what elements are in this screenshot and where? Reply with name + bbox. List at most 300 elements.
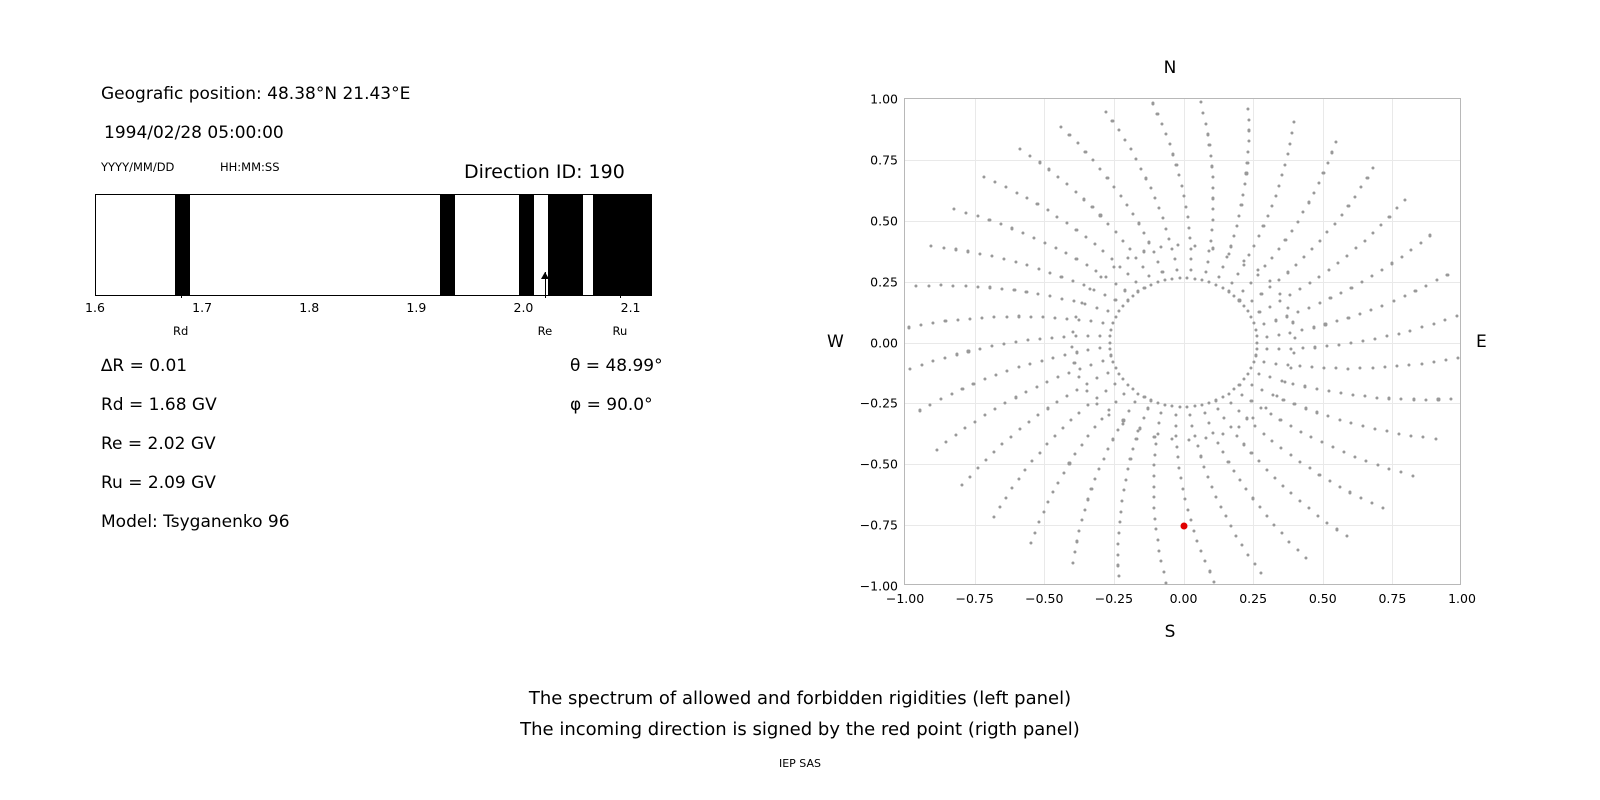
direction-dot <box>932 322 935 325</box>
forbidden-band <box>593 195 652 295</box>
direction-dot <box>1326 521 1329 524</box>
rd-value: Rd = 1.68 GV <box>101 395 217 415</box>
direction-dot <box>914 284 917 287</box>
direction-dot <box>1262 224 1265 227</box>
direction-dot <box>1421 326 1424 329</box>
direction-dot <box>1247 150 1250 153</box>
direction-dot <box>1026 197 1029 200</box>
direction-dot <box>1315 411 1318 414</box>
direction-dot <box>1204 271 1207 274</box>
direction-dot <box>1031 460 1034 463</box>
direction-dot <box>1063 353 1066 356</box>
datetime-label: 1994/02/28 05:00:00 <box>104 123 284 143</box>
direction-dot <box>964 284 967 287</box>
x-tick-label: −0.25 <box>1094 591 1134 606</box>
direction-dot <box>1096 377 1099 380</box>
direction-dot <box>1188 438 1191 441</box>
direction-dot <box>1296 220 1299 223</box>
direction-dot <box>1029 315 1032 318</box>
direction-dot <box>983 175 986 178</box>
direction-dot <box>968 475 971 478</box>
direction-dot <box>984 458 987 461</box>
direction-dot <box>1037 292 1040 295</box>
direction-dot <box>1327 415 1330 418</box>
direction-dot <box>1089 288 1092 291</box>
direction-dot <box>1245 488 1248 491</box>
direction-dot <box>1038 451 1041 454</box>
direction-dot <box>1117 372 1120 375</box>
rigidity-tick-label: 1.6 <box>85 300 105 315</box>
x-tick-label: −1.00 <box>885 591 925 606</box>
direction-dot <box>1107 222 1110 225</box>
direction-dot <box>1236 434 1239 437</box>
direction-dot <box>1381 304 1384 307</box>
direction-dot <box>1078 376 1081 379</box>
direction-dot <box>1249 282 1252 285</box>
direction-dot <box>1010 487 1013 490</box>
direction-dot <box>1061 426 1064 429</box>
direction-dot <box>1068 371 1071 374</box>
direction-dot <box>1209 154 1212 157</box>
direction-dot <box>983 378 986 381</box>
direction-dot <box>1206 133 1209 136</box>
direction-dot <box>1107 448 1110 451</box>
direction-dot <box>1277 348 1280 351</box>
direction-dot <box>1082 284 1085 287</box>
direction-dot <box>1290 131 1293 134</box>
direction-dot <box>1035 385 1038 388</box>
direction-dot <box>961 484 964 487</box>
direction-dot <box>993 407 996 410</box>
direction-dot <box>1066 183 1069 186</box>
direction-dot <box>1101 359 1104 362</box>
direction-dot <box>1243 378 1246 381</box>
direction-dot <box>1014 260 1017 263</box>
re-value: Re = 2.02 GV <box>101 434 216 454</box>
direction-dot <box>1009 435 1012 438</box>
direction-dot <box>1229 245 1232 248</box>
direction-dot <box>1322 171 1325 174</box>
direction-dot <box>1149 187 1152 190</box>
direction-dot <box>1074 551 1077 554</box>
direction-dot <box>1310 435 1313 438</box>
direction-dot <box>1142 417 1145 420</box>
direction-dot <box>1179 477 1182 480</box>
direction-dot <box>1282 398 1285 401</box>
direction-dot <box>1241 544 1244 547</box>
direction-dot <box>967 250 970 253</box>
direction-dot <box>1149 399 1152 402</box>
direction-dot <box>1455 314 1458 317</box>
direction-dot <box>1128 410 1131 413</box>
direction-dot <box>1076 142 1079 145</box>
direction-dot <box>1286 306 1289 309</box>
direction-dot <box>1178 466 1181 469</box>
direction-dot <box>1113 185 1116 188</box>
direction-dot <box>1158 207 1161 210</box>
direction-dot <box>1336 261 1339 264</box>
x-tick-label: 0.00 <box>1169 591 1198 606</box>
direction-dot <box>1052 356 1055 359</box>
direction-dot <box>1238 214 1241 217</box>
direction-dot <box>945 441 948 444</box>
direction-dot <box>1212 208 1215 211</box>
direction-dot <box>1199 550 1202 553</box>
direction-dot <box>1117 575 1120 578</box>
direction-dot <box>1142 250 1145 253</box>
direction-dot <box>954 248 957 251</box>
direction-dot <box>1123 138 1126 141</box>
direction-dot <box>1317 181 1320 184</box>
direction-dot <box>1090 320 1093 323</box>
direction-dot <box>1049 295 1052 298</box>
direction-dot <box>1152 496 1155 499</box>
direction-dot <box>1397 432 1400 435</box>
direction-dot <box>1074 190 1077 193</box>
direction-dot <box>1269 286 1272 289</box>
direction-dot <box>1113 382 1116 385</box>
direction-dot <box>1001 443 1004 446</box>
direction-dot <box>1370 502 1373 505</box>
direction-dot <box>1349 342 1352 345</box>
direction-dot <box>1212 197 1215 200</box>
direction-dot <box>1186 216 1189 219</box>
x-tick-label: −0.75 <box>955 591 994 606</box>
direction-dot <box>1106 310 1109 313</box>
direction-dot <box>1347 367 1350 370</box>
direction-dot <box>1196 539 1199 542</box>
direction-dot <box>1078 529 1081 532</box>
direction-dot <box>1090 363 1093 366</box>
direction-dot <box>1171 247 1174 250</box>
direction-dot <box>1210 229 1213 232</box>
direction-dot <box>1360 186 1363 189</box>
direction-dot <box>1175 268 1178 271</box>
direction-dot <box>1005 315 1008 318</box>
direction-dot <box>1001 287 1004 290</box>
direction-dot <box>1121 304 1124 307</box>
direction-dot <box>1308 282 1311 285</box>
direction-dot <box>1034 531 1037 534</box>
direction-dot <box>1410 248 1413 251</box>
direction-dot <box>1155 443 1158 446</box>
direction-dot <box>976 215 979 218</box>
direction-dot <box>1203 465 1206 468</box>
direction-dot <box>1161 270 1164 273</box>
direction-dot <box>1190 268 1193 271</box>
direction-dot <box>1335 367 1338 370</box>
direction-dot <box>1119 510 1122 513</box>
direction-dot <box>1271 393 1274 396</box>
direction-dot <box>1044 241 1047 244</box>
direction-dot <box>1274 319 1277 322</box>
direction-dot <box>1095 396 1098 399</box>
direction-dot <box>1271 256 1274 259</box>
direction-dot <box>1242 263 1245 266</box>
direction-dot <box>1117 542 1120 545</box>
direction-dot <box>1210 165 1213 168</box>
direction-dot <box>1385 430 1388 433</box>
direction-dot <box>1191 424 1194 427</box>
direction-dot <box>1243 183 1246 186</box>
direction-dot <box>981 316 984 319</box>
direction-dot <box>1017 478 1020 481</box>
direction-dot <box>1289 331 1292 334</box>
direction-dot <box>1046 443 1049 446</box>
direction-dot <box>1257 234 1260 237</box>
direction-dot <box>1403 295 1406 298</box>
direction-dot <box>1046 380 1049 383</box>
direction-dot <box>1135 281 1138 284</box>
direction-dot <box>1154 197 1157 200</box>
direction-dot <box>1221 286 1224 289</box>
direction-dot <box>1053 435 1056 438</box>
direction-dot <box>1350 421 1353 424</box>
direction-dot <box>1192 529 1195 532</box>
direction-dot <box>1255 334 1258 337</box>
direction-dot <box>1432 360 1435 363</box>
direction-dot <box>1080 519 1083 522</box>
direction-dot <box>1178 174 1181 177</box>
direction-dot <box>1243 443 1246 446</box>
direction-dot <box>1385 335 1388 338</box>
direction-dot <box>1263 323 1266 326</box>
direction-dot <box>1049 271 1052 274</box>
direction-dot <box>1140 167 1143 170</box>
direction-dot <box>950 392 953 395</box>
direction-dot <box>1214 399 1217 402</box>
phi-value: φ = 90.0° <box>570 395 653 415</box>
y-tick-label: 0.75 <box>870 152 898 168</box>
direction-dot <box>1444 358 1447 361</box>
direction-dot <box>1090 488 1093 491</box>
cardinal-north-label: N <box>1163 58 1177 78</box>
gridline-horizontal <box>905 160 1460 161</box>
direction-dot <box>1277 184 1280 187</box>
direction-dot <box>1346 254 1349 257</box>
direction-dot <box>1363 395 1366 398</box>
direction-dot <box>1432 322 1435 325</box>
direction-dot <box>1281 174 1284 177</box>
direction-dot <box>1085 382 1088 385</box>
cardinal-east-label: E <box>1476 332 1487 352</box>
y-tick-label: −0.75 <box>859 517 898 533</box>
direction-dot <box>1028 154 1031 157</box>
direction-dot <box>1086 404 1089 407</box>
direction-dot <box>991 255 994 258</box>
direction-dot <box>1065 252 1068 255</box>
direction-dot <box>1151 102 1154 105</box>
direction-dot <box>1269 412 1272 415</box>
direction-dot <box>1060 275 1063 278</box>
direction-dot <box>1366 176 1369 179</box>
direction-dot <box>1428 234 1431 237</box>
direction-dot <box>1137 290 1140 293</box>
direction-dot <box>1217 407 1220 410</box>
x-tick-label: 0.75 <box>1378 591 1407 606</box>
direction-dot <box>909 368 912 371</box>
direction-dot <box>1425 284 1428 287</box>
rigidity-marker-label: Re <box>537 324 553 338</box>
direction-dot <box>1307 201 1310 204</box>
direction-dot <box>1078 411 1081 414</box>
direction-dot <box>1185 205 1188 208</box>
direction-dot <box>1260 572 1263 575</box>
gridline-horizontal <box>905 282 1460 283</box>
direction-dot <box>1269 376 1272 379</box>
direction-dot <box>1036 203 1039 206</box>
direction-dot <box>1229 425 1232 428</box>
direction-dot <box>1277 247 1280 250</box>
direction-dot <box>1074 453 1077 456</box>
direction-dot <box>1281 484 1284 487</box>
direction-dot <box>1102 457 1105 460</box>
direction-dot <box>1011 227 1014 230</box>
direction-dot <box>1434 437 1437 440</box>
direction-dot <box>1222 451 1225 454</box>
direction-dot <box>1002 257 1005 260</box>
direction-dot <box>1208 144 1211 147</box>
direction-dot <box>1351 393 1354 396</box>
forbidden-band <box>175 195 190 295</box>
direction-dot <box>1110 354 1113 357</box>
direction-dot <box>968 317 971 320</box>
direction-dot <box>1381 507 1384 510</box>
direction-dot <box>1006 370 1009 373</box>
y-tick-label: −0.50 <box>859 456 898 472</box>
direction-dot <box>1392 300 1395 303</box>
direction-dot <box>1205 436 1208 439</box>
direction-dot <box>1117 553 1120 556</box>
direction-dot <box>1038 161 1041 164</box>
direction-dot <box>1334 141 1337 144</box>
direction-dot <box>1024 390 1027 393</box>
direction-dot <box>1338 485 1341 488</box>
direction-dot <box>1178 277 1181 280</box>
direction-dot <box>1233 388 1236 391</box>
direction-dot <box>1124 478 1127 481</box>
direction-dot <box>1137 222 1140 225</box>
direction-dot <box>1015 191 1018 194</box>
direction-dot <box>956 318 959 321</box>
direction-dot <box>1099 276 1102 279</box>
direction-dot <box>1241 393 1244 396</box>
direction-dot <box>1152 485 1155 488</box>
direction-dot <box>1204 122 1207 125</box>
direction-dot <box>1075 334 1078 337</box>
direction-dot <box>989 286 992 289</box>
direction-dot <box>1259 406 1262 409</box>
direction-dot <box>907 326 910 329</box>
direction-dot <box>1156 432 1159 435</box>
direction-dot <box>1301 329 1304 332</box>
direction-dot <box>1252 360 1255 363</box>
direction-dot <box>1337 343 1340 346</box>
forbidden-band <box>519 195 534 295</box>
direction-dot <box>1253 563 1256 566</box>
direction-dot <box>1075 388 1078 391</box>
x-tick-label: 0.25 <box>1239 591 1268 606</box>
direction-dot <box>1296 548 1299 551</box>
direction-dot <box>1359 367 1362 370</box>
direction-dot <box>1110 328 1113 331</box>
direction-dot <box>1056 215 1059 218</box>
direction-dot <box>1107 413 1110 416</box>
direction-dot <box>1069 419 1072 422</box>
direction-dot <box>1072 561 1075 564</box>
direction-dot <box>1425 398 1428 401</box>
y-tick-label: −1.00 <box>859 578 898 594</box>
direction-dot <box>1376 463 1379 466</box>
direction-dot <box>1396 207 1399 210</box>
direction-dot <box>1175 163 1178 166</box>
direction-dot <box>1274 194 1277 197</box>
gridline-vertical <box>1114 99 1115 584</box>
direction-dot <box>1318 302 1321 305</box>
direction-dot <box>1057 376 1060 379</box>
direction-dot <box>954 434 957 437</box>
direction-dot <box>1243 259 1246 262</box>
direction-dot <box>1078 318 1081 321</box>
direction-dot <box>1105 276 1108 279</box>
direction-dot <box>1175 435 1178 438</box>
direction-dot <box>1268 305 1271 308</box>
direction-dot <box>1054 246 1057 249</box>
direction-dot <box>1186 277 1189 280</box>
direction-dot <box>1247 140 1250 143</box>
direction-dot <box>1193 277 1196 280</box>
direction-dot <box>1252 417 1255 420</box>
direction-dot <box>1307 507 1310 510</box>
direction-dot <box>1126 299 1129 302</box>
direction-dot <box>976 467 979 470</box>
direction-dot <box>1186 405 1189 408</box>
direction-dot <box>1165 581 1168 584</box>
direction-dot <box>1372 231 1375 234</box>
direction-dot <box>1265 468 1268 471</box>
direction-dot <box>1247 118 1250 121</box>
direction-dot <box>1037 414 1040 417</box>
direction-dot <box>1277 333 1280 336</box>
direction-dot <box>1173 258 1176 261</box>
direction-dot <box>1098 467 1101 470</box>
direction-dot <box>1437 398 1440 401</box>
direction-dot <box>1395 365 1398 368</box>
direction-dot <box>1399 471 1402 474</box>
direction-dot <box>1214 283 1217 286</box>
direction-dot <box>1353 195 1356 198</box>
direction-dot <box>979 252 982 255</box>
direction-dot <box>1127 273 1130 276</box>
direction-dot <box>993 315 996 318</box>
direction-dot <box>992 450 995 453</box>
direction-dot <box>936 448 939 451</box>
forbidden-band <box>548 195 583 295</box>
direction-dot <box>1038 521 1041 524</box>
direction-dot <box>1046 209 1049 212</box>
direction-dot <box>1273 476 1276 479</box>
direction-dot <box>1358 312 1361 315</box>
direction-dot <box>1118 521 1121 524</box>
direction-dot <box>1083 508 1086 511</box>
direction-dot <box>1449 397 1452 400</box>
direction-dot <box>1107 409 1110 412</box>
direction-dot <box>1293 336 1296 339</box>
direction-dot <box>1304 407 1307 410</box>
direction-dot <box>1370 308 1373 311</box>
direction-dot <box>1168 143 1171 146</box>
direction-dot <box>1079 367 1082 370</box>
